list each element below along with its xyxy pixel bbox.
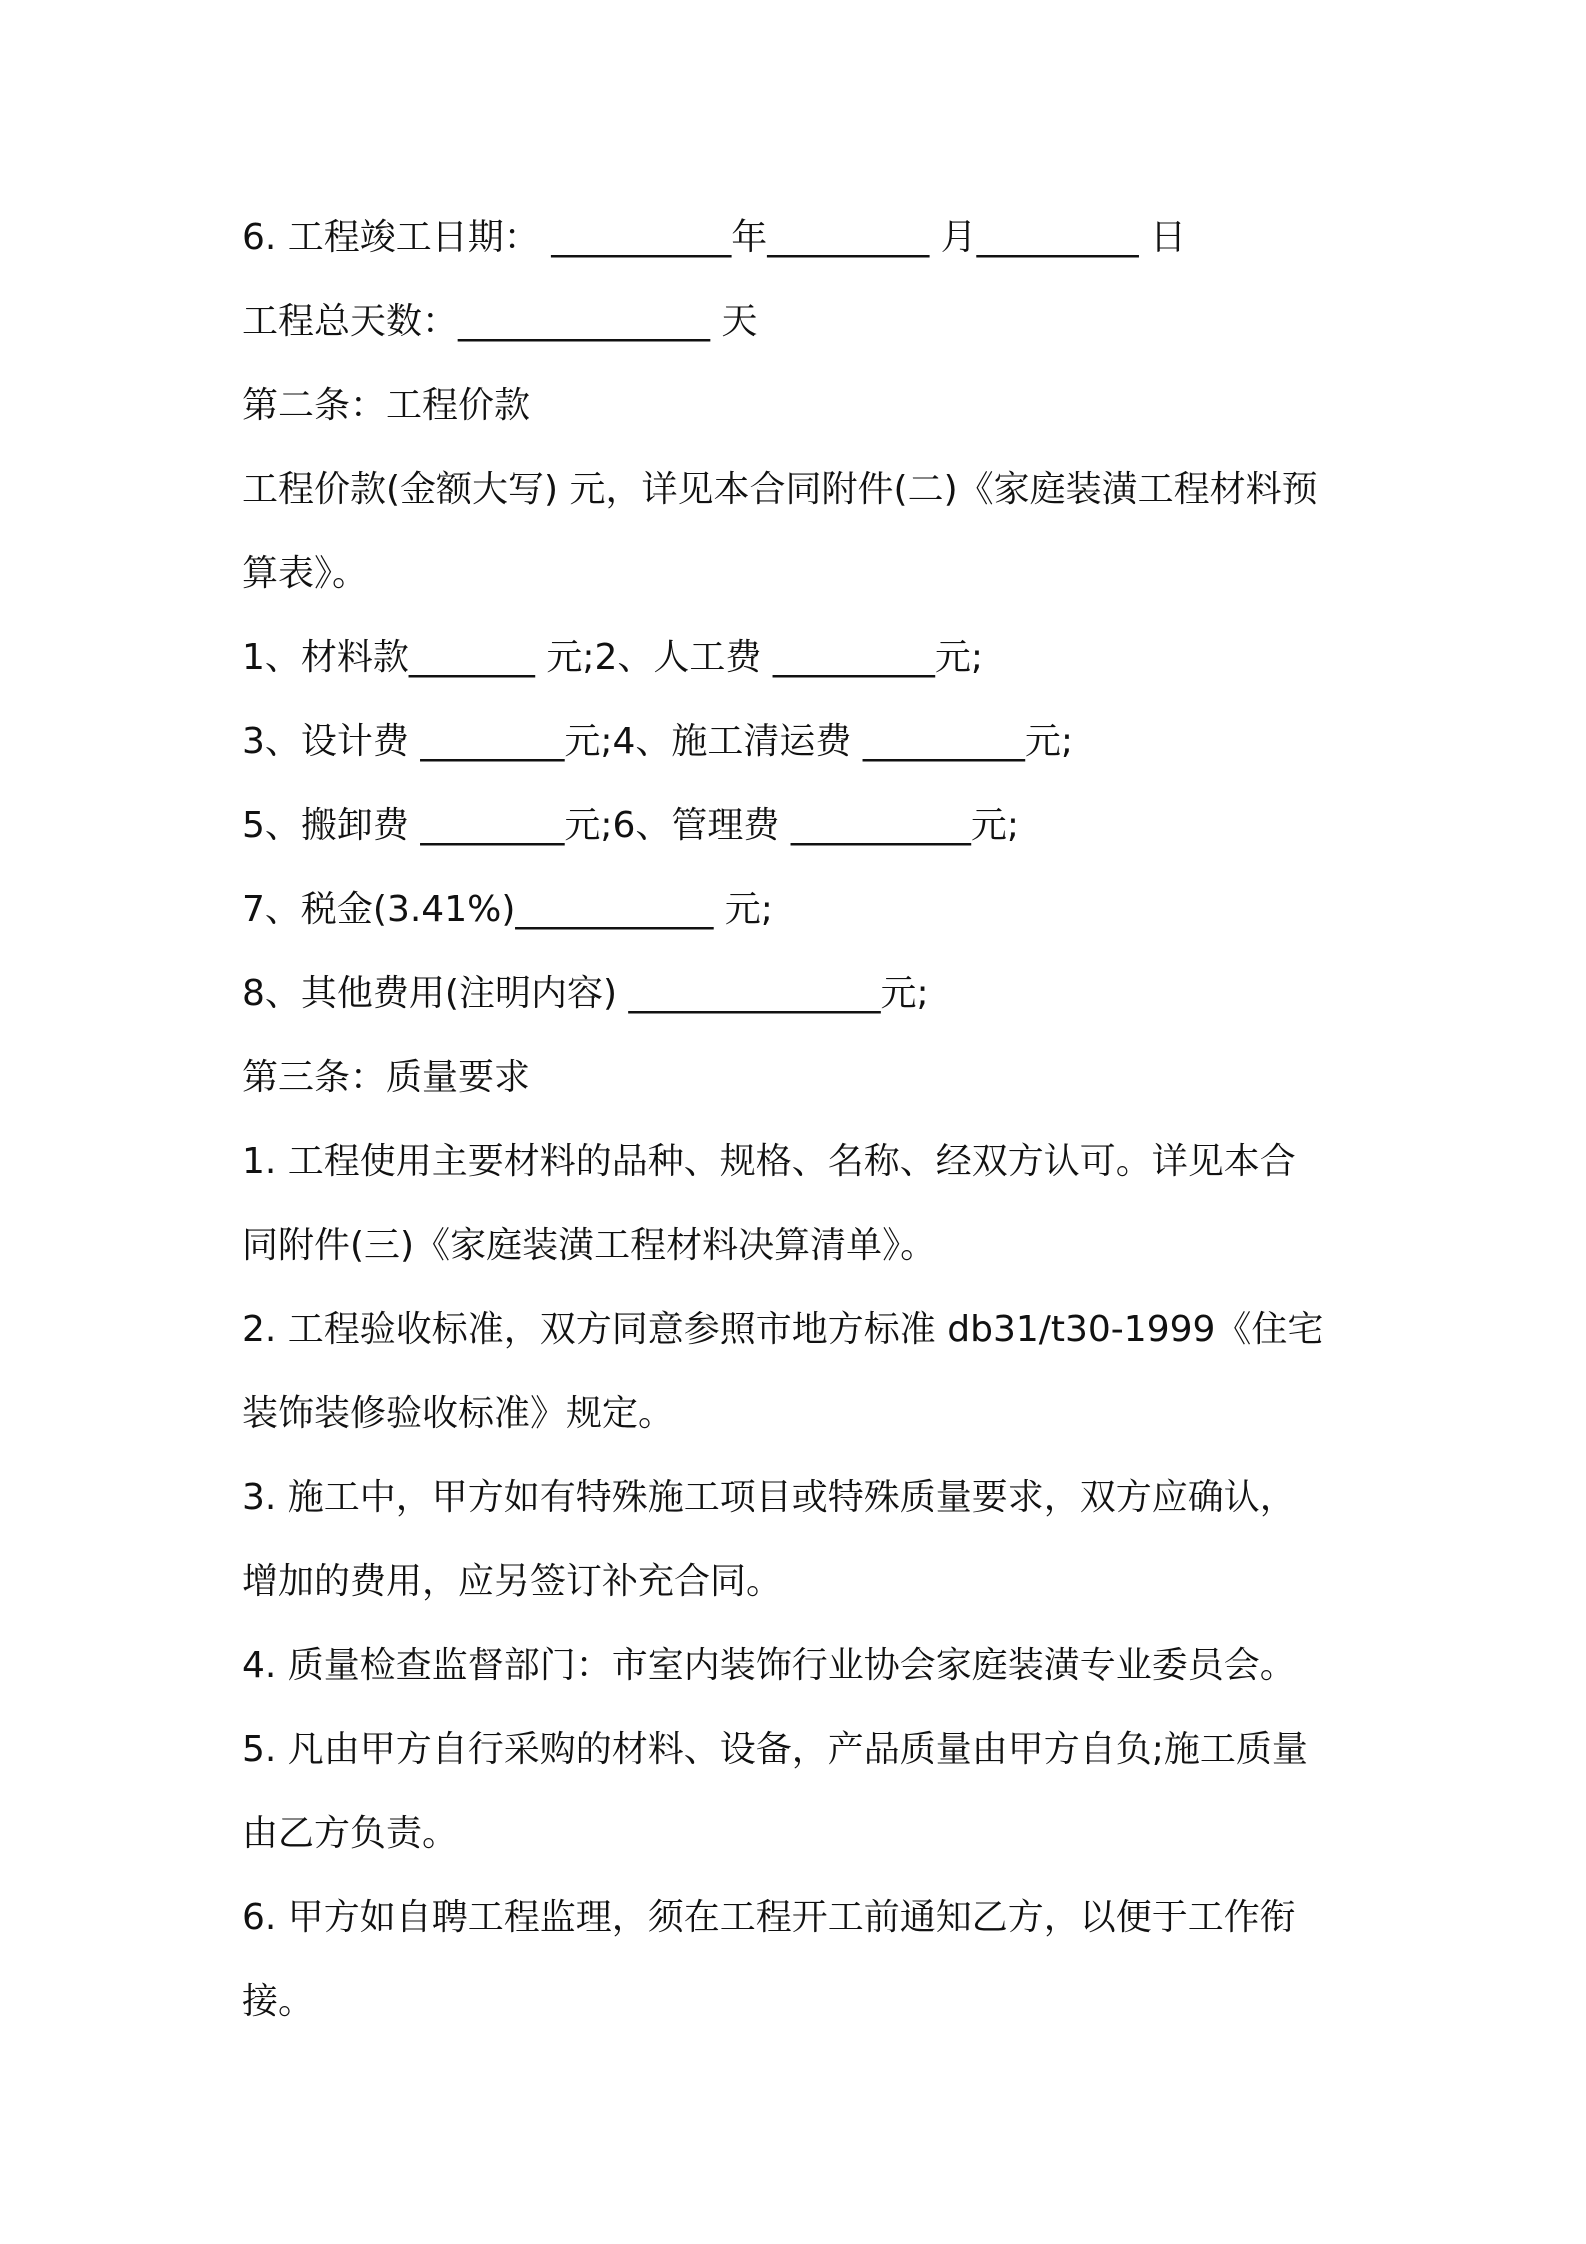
quality-item-6-line-2: 接。 [242,1981,315,2022]
quality-item-1-line-2: 同附件(三)《家庭装潢工程材料决算清单》。 [242,1225,937,1266]
contract-text [242,196,1362,2044]
tax-line: 7、税金(3.41%)___________ 元; [242,889,773,930]
section-3-heading: 第三条：质量要求 [242,1057,531,1098]
quality-item-5-line-1: 5. 凡由甲方自行采购的材料、设备，产品质量由甲方自负;施工质量 [242,1729,1308,1770]
quality-item-1-line-1: 1. 工程使用主要材料的品种、规格、名称、经双方认可。详见本合 [242,1141,1296,1182]
fee-line-2: 3、设计费 ________元;4、施工清运费 _________元; [242,721,1073,762]
price-paragraph-line-1: 工程价款(金额大写) 元，详见本合同附件(二)《家庭装潢工程材料预 [242,469,1318,510]
total-days-line: 工程总天数：______________ 天 [242,301,758,342]
completion-date-line: 6. 工程竣工日期： __________年_________ 月_________ 日 [242,217,1187,258]
other-fees-line: 8、其他费用(注明内容) ______________元; [242,973,929,1014]
fee-line-1: 1、材料款_______ 元;2、人工费 _________元; [242,637,983,678]
quality-item-3-line-2: 增加的费用，应另签订补充合同。 [242,1561,783,1602]
quality-item-3-line-1: 3. 施工中，甲方如有特殊施工项目或特殊质量要求，双方应确认， [242,1477,1296,1518]
quality-item-5-line-2: 由乙方负责。 [242,1813,459,1854]
quality-item-4: 4. 质量检查监督部门：市室内装饰行业协会家庭装潢专业委员会。 [242,1645,1296,1686]
quality-item-6-line-1: 6. 甲方如自聘工程监理，须在工程开工前通知乙方，以便于工作衔 [242,1897,1296,1938]
section-2-heading: 第二条：工程价款 [242,385,531,426]
price-paragraph-line-2: 算表》。 [242,553,369,594]
quality-item-2-line-2: 装饰装修验收标准》规定。 [242,1393,675,1434]
fee-line-3: 5、搬卸费 ________元;6、管理费 __________元; [242,805,1019,846]
quality-item-2-line-1: 2. 工程验收标准，双方同意参照市地方标准 db31/t30-1999《住宅 [242,1309,1324,1350]
